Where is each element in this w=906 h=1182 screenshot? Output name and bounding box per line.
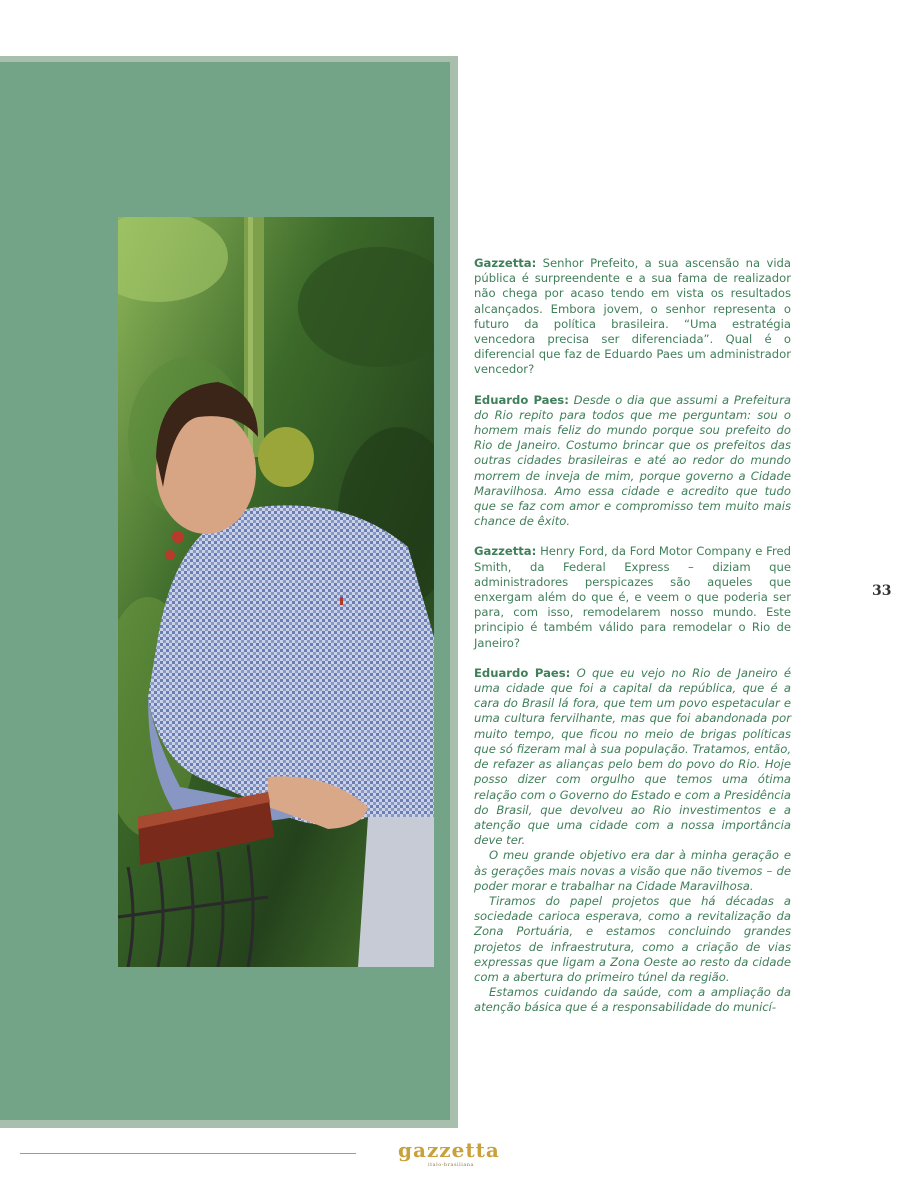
answer-text: Desde o dia que assumi a Prefeitura do Rio repito para todos que me perguntam: sou o homem mais feliz do mundo porque sou prefeito do Rio de Janeiro. Costumo brincar que os prefeitos das outras cidades brasileiras e até ao redor do mundo morrem de inveja de mim, porque governo a Cidade Maravilhosa. Amo essa cidade e acredito que tudo que se faz com amor e compromisso tem muito mais chance de êxito. <box>474 392 791 529</box>
question-text: Senhor Prefeito, a sua ascensão na vida pública é surpreendente e a sua fama de realizador não chega por acaso tendo em vista os resultados alcançados. Embora jovem, o senhor representa o futuro da política brasileira. “Uma estratégia vencedora precisa ser diferenciada”. Qual é o diferencial que faz de Eduardo Paes um administrador vencedor? <box>474 256 792 377</box>
question-text: Henry Ford, da Ford Motor Company e Fred Smith, da Federal Express – diziam que administradores perspicazes são aqueles que enxergam além do que é, e veem o que poderia ser para, com isso, remodelarem nosso mundo. Este principio é também válido para remodelar o Rio de Janeiro? <box>474 544 791 650</box>
logo-tagline: italo-brasiliana <box>428 1162 475 1168</box>
speaker-label: Eduardo Paes: <box>474 665 571 680</box>
question-2 <box>474 544 791 650</box>
interview-article <box>474 256 791 1016</box>
answer-paragraph: Tiramos do papel projetos que há décadas a sociedade carioca esperava, como a revitalização da Zona Portuária, e estamos concluindo grandes projetos de infraestrutura, como a criação de vias expressas que ligam a Zona Oeste ao resto da cidade com a abertura do primeiro túnel da região. <box>474 893 791 984</box>
portrait-photo <box>118 217 434 967</box>
gazzetta-logo <box>398 1136 510 1172</box>
speaker-label: Eduardo Paes: <box>474 392 569 407</box>
answer-paragraph: Estamos cuidando da saúde, com a ampliação da atenção básica que é a responsabilidade do municí- <box>474 985 791 1015</box>
question-1 <box>474 256 791 378</box>
page-number: 33 <box>872 583 892 599</box>
speaker-label: Gazzetta: <box>474 544 537 559</box>
answer-1 <box>474 393 791 530</box>
answer-text: O que eu vejo no Rio de Janeiro é uma cidade que foi a capital da república, que é a cara do Brasil lá fora, que tem um povo espetacular e uma cultura fervilhante, mas que foi abandonada por muito tempo, que ficou no meio de brigas políticas que só fizeram mal à sua população. Tratamos, então, de refazer as alianças pelo bem do povo do Rio. Hoje posso dizer com orgulho que temos uma ótima relação com o Governo do Estado e com a Presidência do Brasil, que devolveu ao Rio investimentos e a atenção que uma cidade com a nossa importância deve ter. <box>474 665 792 848</box>
footer-rule <box>20 1153 356 1154</box>
answer-2 <box>474 666 791 848</box>
logo-wordmark: gazzetta <box>398 1138 500 1162</box>
speaker-label: Gazzetta: <box>474 256 537 270</box>
answer-paragraph: O meu grande objetivo era dar à minha geração e às gerações mais novas a visão que não tivemos – de poder morar e trabalhar na Cidade Maravilhosa. <box>474 848 791 893</box>
